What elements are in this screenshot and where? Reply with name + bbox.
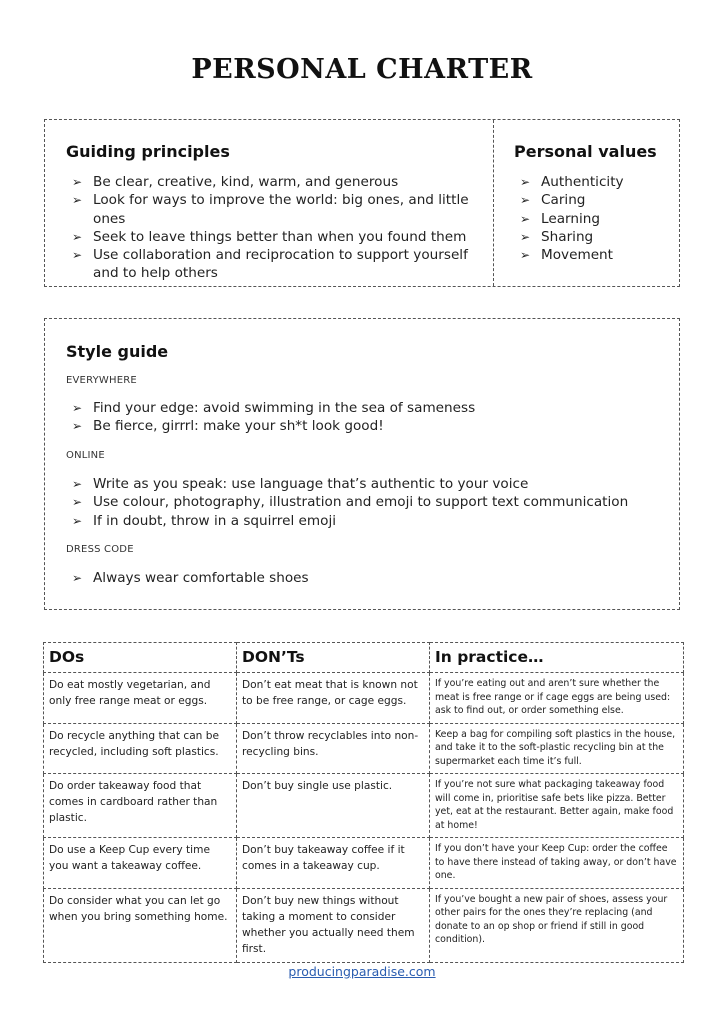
style-guide-box bbox=[44, 318, 680, 610]
dont-cell: Don’t eat meat that is known not to be free range, or cage eggs. bbox=[237, 673, 430, 724]
style-guide-heading: Style guide bbox=[66, 342, 169, 361]
table-row bbox=[44, 888, 684, 962]
donts-header: DON’Ts bbox=[237, 643, 430, 673]
principle-item: ➢ Be clear, creative, kind, warm, and generous bbox=[66, 173, 476, 191]
table-header-row bbox=[44, 643, 684, 673]
do-cell: Do eat mostly vegetarian, and only free range meat or eggs. bbox=[44, 673, 237, 724]
personal-values-list bbox=[514, 173, 664, 264]
principle-item: ➢ Look for ways to improve the world: big ones, and little ones bbox=[66, 191, 476, 228]
online-list bbox=[66, 475, 666, 530]
principle-item: ➢ Use collaboration and reciprocation to support yourself and to help others bbox=[66, 246, 476, 283]
practice-cell: If you’re eating out and aren’t sure whether the meat is free range or if cage eggs are being used: ask to find out, or order something else. bbox=[430, 673, 684, 724]
table-row bbox=[44, 723, 684, 774]
personal-values-heading: Personal values bbox=[514, 142, 657, 161]
page-title: PERSONAL CHARTER bbox=[191, 54, 533, 85]
column-divider bbox=[493, 120, 494, 286]
table-row bbox=[44, 673, 684, 724]
dress-code-list bbox=[66, 569, 666, 587]
do-cell: Do order takeaway food that comes in cardboard rather than plastic. bbox=[44, 774, 237, 838]
dont-cell: Don’t buy single use plastic. bbox=[237, 774, 430, 838]
dont-cell: Don’t buy new things without taking a moment to consider whether you actually need them first. bbox=[237, 888, 430, 962]
guiding-principles-heading: Guiding principles bbox=[66, 142, 230, 161]
style-item: ➢ Be fierce, girrrl: make your sh*t look good! bbox=[66, 417, 666, 435]
practice-cell: If you don’t have your Keep Cup: order the coffee to have there instead of taking away, or don’t have one. bbox=[430, 838, 684, 889]
do-cell: Do recycle anything that can be recycled, including soft plastics. bbox=[44, 723, 237, 774]
dont-cell: Don’t throw recyclables into non-recycling bins. bbox=[237, 723, 430, 774]
footer-link[interactable]: producingparadise.com bbox=[288, 964, 436, 979]
style-item: ➢ Use colour, photography, illustration and emoji to support text communication bbox=[66, 493, 666, 511]
everywhere-label: EVERYWHERE bbox=[66, 375, 137, 386]
value-item: ➢ Learning bbox=[514, 210, 664, 228]
practice-cell: If you’ve bought a new pair of shoes, assess your other pairs for the ones they’re replacing (and donate to an op shop or friend if still in good condition). bbox=[430, 888, 684, 962]
dos-header: DOs bbox=[44, 643, 237, 673]
value-item: ➢ Movement bbox=[514, 246, 664, 264]
style-item: ➢ Find your edge: avoid swimming in the sea of sameness bbox=[66, 399, 666, 417]
value-item: ➢ Authenticity bbox=[514, 173, 664, 191]
online-label: ONLINE bbox=[66, 450, 105, 461]
do-cell: Do consider what you can let go when you bring something home. bbox=[44, 888, 237, 962]
principles-values-box bbox=[44, 119, 680, 287]
table-row bbox=[44, 838, 684, 889]
value-item: ➢ Caring bbox=[514, 191, 664, 209]
dress-code-label: DRESS CODE bbox=[66, 544, 134, 555]
practice-cell: If you’re not sure what packaging takeaway food will come in, prioritise safe bets like pizza. Better yet, eat at the restaurant. Better again, make food at home! bbox=[430, 774, 684, 838]
do-cell: Do use a Keep Cup every time you want a takeaway coffee. bbox=[44, 838, 237, 889]
guiding-principles-list bbox=[66, 173, 476, 283]
dont-cell: Don’t buy takeaway coffee if it comes in a takeaway cup. bbox=[237, 838, 430, 889]
principle-item: ➢ Seek to leave things better than when you found them bbox=[66, 228, 476, 246]
style-item: ➢ Write as you speak: use language that’s authentic to your voice bbox=[66, 475, 666, 493]
in-practice-header: In practice… bbox=[430, 643, 684, 673]
table-row bbox=[44, 774, 684, 838]
dos-donts-table bbox=[43, 642, 684, 963]
style-item: ➢ If in doubt, throw in a squirrel emoji bbox=[66, 512, 666, 530]
practice-cell: Keep a bag for compiling soft plastics in the house, and take it to the soft-plastic recycling bin at the supermarket each time it’s full. bbox=[430, 723, 684, 774]
style-item: ➢ Always wear comfortable shoes bbox=[66, 569, 666, 587]
value-item: ➢ Sharing bbox=[514, 228, 664, 246]
everywhere-list bbox=[66, 399, 666, 436]
